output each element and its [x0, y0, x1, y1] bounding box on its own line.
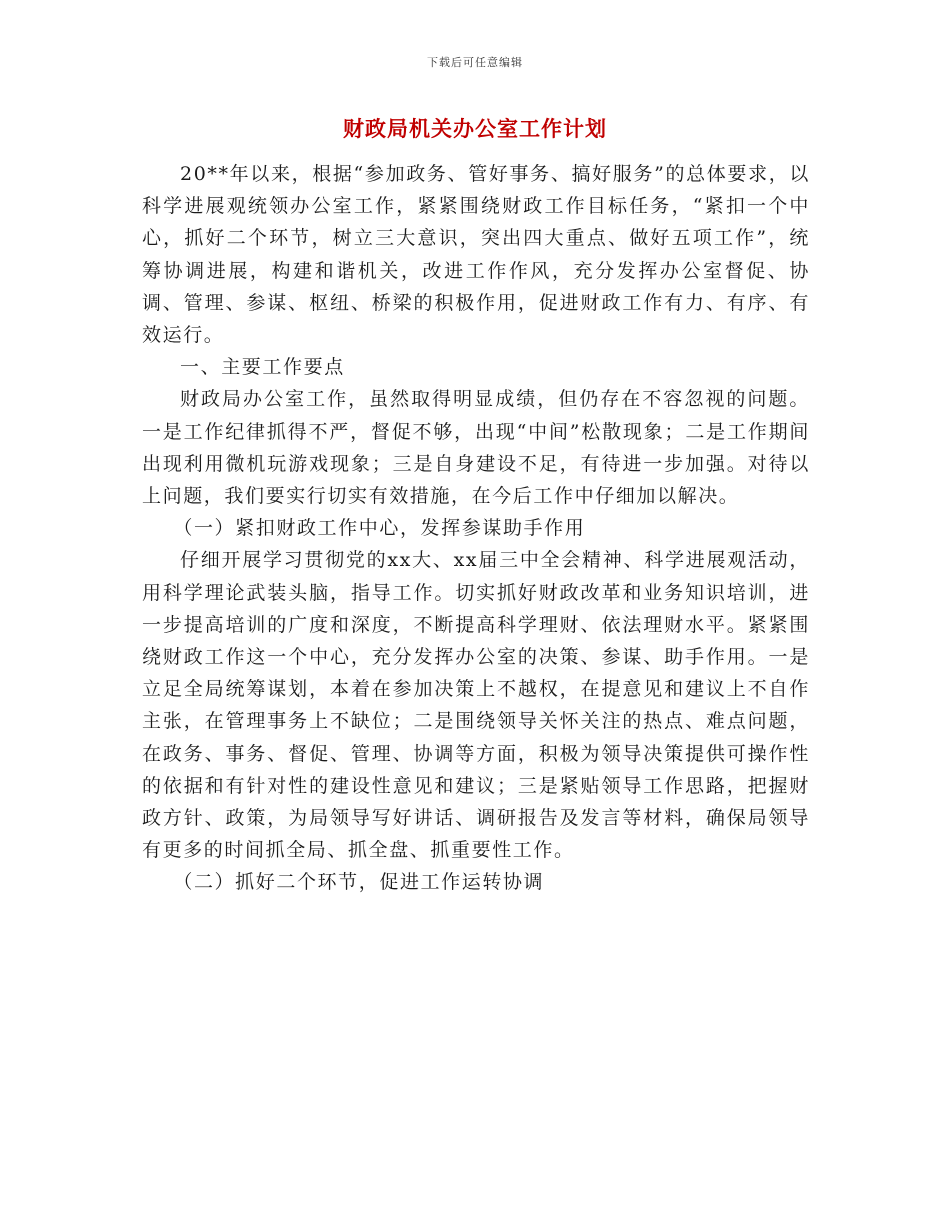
paragraph-intro: 20**年以来，根据“参加政务、管好事务、搞好服务”的总体要求，以科学进展观统领办公室工作，紧紧围绕财政工作目标任务，“紧扣一个中心，抓好二个环节，树立三大意识，突出四大重点、做好五项工作”，统筹协调进展，构建和谐机关，改进工作作风，充分发挥办公室督促、协调、管理、参谋、枢纽、桥梁的积极作用，促进财政工作有力、有序、有效运行。: [142, 163, 810, 347]
paragraph-problems: 财政局办公室工作，虽然取得明显成绩，但仍存在不容忽视的问题。一是工作纪律抓得不严，督促不够，出现“中间”松散现象；二是工作期间出现利用微机玩游戏现象；三是自身建设不足，有待进一步加强。对待以上问题，我们要实行切实有效措施，在今后工作中仔细加以解决。: [142, 388, 810, 508]
header-note: 下载后可任意编辑: [427, 56, 523, 69]
document-title: 财政局机关办公室工作计划: [343, 116, 607, 141]
section-heading-1: 一、主要工作要点: [180, 356, 345, 379]
subsection-heading-2: （二）抓好二个环节，促进工作运转协调: [173, 871, 545, 894]
subsection-heading-1: （一）紧扣财政工作中心，发挥参谋助手作用: [173, 517, 586, 540]
document-body: [142, 158, 810, 899]
paragraph-subsection-1: 仔细开展学习贯彻党的xx大、xx届三中全会精神、科学进展观活动，用科学理论武装头脑，指导工作。切实抓好财政改革和业务知识培训，进一步提高培训的广度和深度，不断提高科学理财、依法理财水平。紧紧围绕财政工作这一个中心，充分发挥办公室的决策、参谋、助手作用。一是立足全局统筹谋划，本着在参加决策上不越权，在提意见和建议上不自作主张，在管理事务上不缺位；二是围绕领导关怀关注的热点、难点问题，在政务、事务、督促、管理、协调等方面，积极为领导决策提供可操作性的依据和有针对性的建设性意见和建议；三是紧贴领导工作思路，把握财政方针、政策，为局领导写好讲话、调研报告及发言等材料，确保局领导有更多的时间抓全局、抓全盘、抓重要性工作。: [142, 549, 810, 862]
